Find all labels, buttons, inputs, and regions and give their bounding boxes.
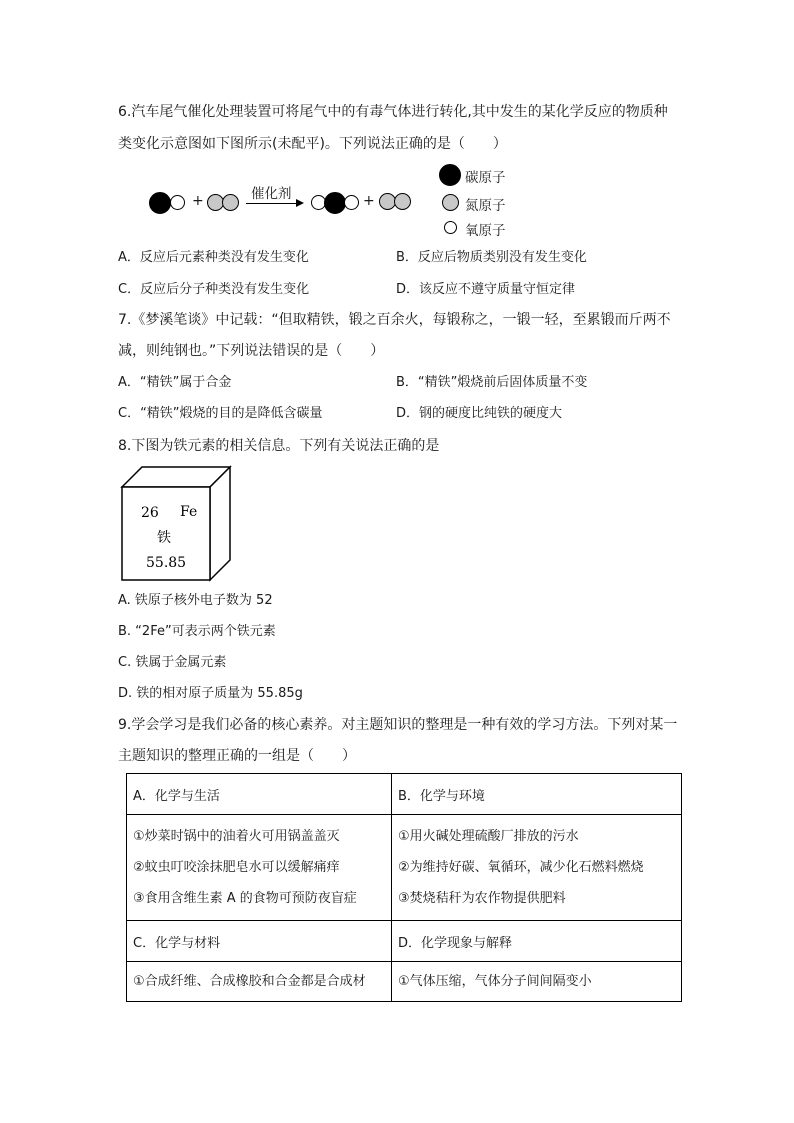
element-name: 铁 xyxy=(157,530,171,546)
legend-nitrogen-label: 氮原子 xyxy=(465,198,506,214)
q8-stem: 8.下图为铁元素的相关信息。下列有关说法正确的是 xyxy=(118,438,440,454)
q7-option-a: A．“精铁”属于合金 xyxy=(118,375,232,390)
q7-stem-line1: 7.《梦溪笔谈》中记载：“但取精铁，锻之百余火，每锻称之，一锻一轻，至累锻而斤两不 xyxy=(118,312,671,328)
q7-stem-line2: 减，则纯钢也。”下列说法错误的是（ ） xyxy=(118,343,385,359)
table-item: ①用火碱处理硫酸厂排放的污水 xyxy=(398,829,579,844)
atomic-number: 26 xyxy=(141,505,159,521)
legend-nitrogen-icon xyxy=(442,194,459,211)
atomic-mass: 55.85 xyxy=(146,555,187,571)
legend-carbon-label: 碳原子 xyxy=(465,170,506,186)
table-item: ③焚烧秸秆为农作物提供肥料 xyxy=(398,891,566,906)
table-head-c: C．化学与材料 xyxy=(127,921,392,962)
legend-oxygen-icon xyxy=(444,221,457,234)
element-symbol: Fe xyxy=(180,504,198,520)
table-cell-c xyxy=(127,962,392,1002)
carbon-atom xyxy=(324,192,346,214)
table-item: ①气体压缩，气体分子间间隔变小 xyxy=(398,974,592,989)
carbon-atom xyxy=(149,192,171,214)
legend-oxygen-label: 氧原子 xyxy=(465,223,506,239)
q7-option-d: D．钢的硬度比纯铁的硬度大 xyxy=(396,406,563,421)
table-item: ②蚊虫叮咬涂抹肥皂水可以缓解痛痒 xyxy=(133,860,340,875)
q8-option-b: B. “2Fe”可表示两个铁元素 xyxy=(118,624,276,639)
q9-stem-line1: 9.学会学习是我们必备的核心素养。对主题知识的整理是一种有效的学习方法。下列对某一 xyxy=(118,717,678,733)
table-item: ①合成纤维、合成橡胶和合金都是合成材 xyxy=(133,974,366,989)
table-item: ①炒菜时锅中的油着火可用锅盖盖灭 xyxy=(133,829,340,844)
legend-carbon-icon xyxy=(439,164,461,186)
nitrogen-atom xyxy=(222,194,239,211)
q8-option-c: C. 铁属于金属元素 xyxy=(118,655,227,670)
table-cell-b xyxy=(392,815,682,921)
table-head-b: B．化学与环境 xyxy=(392,774,682,815)
oxygen-atom xyxy=(170,195,185,210)
element-cell-iron xyxy=(120,465,232,583)
q6-option-a: A．反应后元素种类没有发生变化 xyxy=(118,250,309,265)
table-cell-a xyxy=(127,815,392,921)
q8-option-d: D. 铁的相对原子质量为 55.85g xyxy=(118,686,303,701)
oxygen-atom xyxy=(344,195,359,210)
q6-option-d: D．该反应不遵守质量守恒定律 xyxy=(396,282,576,297)
catalyst-label: 催化剂 xyxy=(251,186,292,202)
table-head-a: A．化学与生活 xyxy=(127,774,392,815)
table-item: ②为维持好碳、氧循环，减少化石燃料燃烧 xyxy=(398,860,644,875)
q7-option-c: C．“精铁”煅烧的目的是降低含碳量 xyxy=(118,406,323,421)
q6-option-b: B．反应后物质类别没有发生变化 xyxy=(396,250,587,265)
nitrogen-atom xyxy=(394,193,411,210)
q6-stem-line2: 类变化示意图如下图所示(未配平)。下列说法正确的是（ ） xyxy=(118,136,507,152)
knowledge-table xyxy=(126,773,682,1002)
q9-stem-line2: 主题知识的整理正确的一组是（ ） xyxy=(118,748,356,764)
table-cell-d xyxy=(392,962,682,1002)
cube-side-face xyxy=(210,467,230,580)
reaction-arrow xyxy=(246,203,296,204)
table-head-d: D．化学现象与解释 xyxy=(392,921,682,962)
q6-option-c: C．反应后分子种类没有发生变化 xyxy=(118,282,310,297)
q7-option-b: B．“精铁”煅烧前后固体质量不变 xyxy=(396,375,588,390)
plus-sign: + xyxy=(192,193,204,209)
q6-stem-line1: 6.汽车尾气催化处理装置可将尾气中的有毒气体进行转化,其中发生的某化学反应的物质种 xyxy=(118,104,668,120)
table-item: ③食用含维生素 A 的食物可预防夜盲症 xyxy=(133,891,357,906)
plus-sign: + xyxy=(363,193,375,209)
arrow-head-icon xyxy=(296,199,304,207)
q8-option-a: A. 铁原子核外电子数为 52 xyxy=(118,593,273,608)
